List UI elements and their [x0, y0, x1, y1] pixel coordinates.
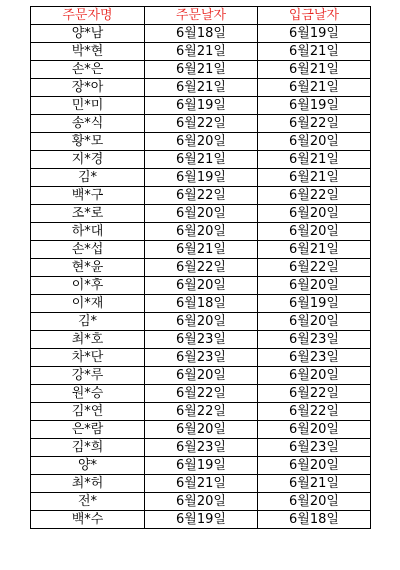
table-row — [31, 439, 371, 457]
table-row — [31, 475, 371, 493]
payment-date-cell: 6월20일 — [258, 133, 371, 151]
order-date-cell: 6월19일 — [145, 97, 258, 115]
payment-date-cell: 6월20일 — [258, 457, 371, 475]
order-date-cell: 6월23일 — [145, 331, 258, 349]
order-date-cell: 6월21일 — [145, 241, 258, 259]
header-order-date: 주문날자 — [145, 7, 258, 25]
orderer-name-cell: 김* — [31, 169, 145, 187]
table-row — [31, 367, 371, 385]
payment-date-cell: 6월20일 — [258, 421, 371, 439]
order-sheet — [30, 6, 370, 529]
payment-date-cell: 6월18일 — [258, 511, 371, 529]
payment-date-cell: 6월21일 — [258, 475, 371, 493]
table-row — [31, 223, 371, 241]
payment-date-cell: 6월21일 — [258, 169, 371, 187]
table-row — [31, 97, 371, 115]
table-row — [31, 151, 371, 169]
table-row — [31, 205, 371, 223]
orderer-name-cell: 최*허 — [31, 475, 145, 493]
orderer-name-cell: 은*람 — [31, 421, 145, 439]
payment-date-cell: 6월21일 — [258, 43, 371, 61]
order-date-cell: 6월21일 — [145, 79, 258, 97]
table-row — [31, 277, 371, 295]
orderer-name-cell: 원*승 — [31, 385, 145, 403]
table-row — [31, 313, 371, 331]
orderer-name-cell: 백*수 — [31, 511, 145, 529]
table-row — [31, 511, 371, 529]
payment-date-cell: 6월23일 — [258, 349, 371, 367]
order-date-cell: 6월20일 — [145, 133, 258, 151]
table-row — [31, 349, 371, 367]
orderer-name-cell: 백*구 — [31, 187, 145, 205]
orderer-name-cell: 강*루 — [31, 367, 145, 385]
orderer-name-cell: 전* — [31, 493, 145, 511]
table-row — [31, 403, 371, 421]
order-date-cell: 6월18일 — [145, 25, 258, 43]
table-row — [31, 61, 371, 79]
header-orderer-name: 주문자명 — [31, 7, 145, 25]
payment-date-cell: 6월22일 — [258, 187, 371, 205]
payment-date-cell: 6월23일 — [258, 331, 371, 349]
order-date-cell: 6월20일 — [145, 223, 258, 241]
header-payment-date: 입금날자 — [258, 7, 371, 25]
orderer-name-cell: 이*후 — [31, 277, 145, 295]
orderer-name-cell: 손*은 — [31, 61, 145, 79]
table-row — [31, 115, 371, 133]
order-date-cell: 6월20일 — [145, 205, 258, 223]
table-row — [31, 25, 371, 43]
table-row — [31, 241, 371, 259]
orderer-name-cell: 최*호 — [31, 331, 145, 349]
payment-date-cell: 6월20일 — [258, 493, 371, 511]
payment-date-cell: 6월21일 — [258, 79, 371, 97]
orderer-name-cell: 조*로 — [31, 205, 145, 223]
orderer-name-cell: 하*대 — [31, 223, 145, 241]
table-row — [31, 187, 371, 205]
orderer-name-cell: 황*모 — [31, 133, 145, 151]
orderer-name-cell: 양*남 — [31, 25, 145, 43]
order-date-cell: 6월23일 — [145, 349, 258, 367]
payment-date-cell: 6월19일 — [258, 97, 371, 115]
orderer-name-cell: 박*현 — [31, 43, 145, 61]
payment-date-cell: 6월22일 — [258, 115, 371, 133]
payment-date-cell: 6월22일 — [258, 403, 371, 421]
orderer-name-cell: 지*경 — [31, 151, 145, 169]
order-payment-table — [30, 6, 371, 529]
order-date-cell: 6월21일 — [145, 475, 258, 493]
order-date-cell: 6월22일 — [145, 187, 258, 205]
table-row — [31, 385, 371, 403]
order-date-cell: 6월21일 — [145, 43, 258, 61]
order-date-cell: 6월22일 — [145, 385, 258, 403]
orderer-name-cell: 장*아 — [31, 79, 145, 97]
order-date-cell: 6월22일 — [145, 403, 258, 421]
payment-date-cell: 6월20일 — [258, 205, 371, 223]
order-date-cell: 6월20일 — [145, 277, 258, 295]
order-date-cell: 6월18일 — [145, 295, 258, 313]
payment-date-cell: 6월21일 — [258, 151, 371, 169]
order-date-cell: 6월20일 — [145, 313, 258, 331]
table-row — [31, 43, 371, 61]
table-row — [31, 259, 371, 277]
table-row — [31, 79, 371, 97]
table-row — [31, 421, 371, 439]
order-date-cell: 6월21일 — [145, 61, 258, 79]
orderer-name-cell: 양* — [31, 457, 145, 475]
orderer-name-cell: 김* — [31, 313, 145, 331]
payment-date-cell: 6월22일 — [258, 385, 371, 403]
table-row — [31, 457, 371, 475]
orderer-name-cell: 김*연 — [31, 403, 145, 421]
payment-date-cell: 6월21일 — [258, 61, 371, 79]
order-date-cell: 6월19일 — [145, 169, 258, 187]
table-row — [31, 295, 371, 313]
order-date-cell: 6월19일 — [145, 457, 258, 475]
orderer-name-cell: 차*단 — [31, 349, 145, 367]
payment-date-cell: 6월20일 — [258, 313, 371, 331]
orderer-name-cell: 현*윤 — [31, 259, 145, 277]
payment-date-cell: 6월21일 — [258, 241, 371, 259]
header-row — [31, 7, 371, 25]
payment-date-cell: 6월20일 — [258, 223, 371, 241]
orderer-name-cell: 김*희 — [31, 439, 145, 457]
order-date-cell: 6월20일 — [145, 421, 258, 439]
table-body — [31, 25, 371, 529]
order-date-cell: 6월20일 — [145, 493, 258, 511]
payment-date-cell: 6월19일 — [258, 295, 371, 313]
orderer-name-cell: 이*재 — [31, 295, 145, 313]
payment-date-cell: 6월19일 — [258, 25, 371, 43]
order-date-cell: 6월20일 — [145, 367, 258, 385]
table-row — [31, 331, 371, 349]
orderer-name-cell: 민*미 — [31, 97, 145, 115]
payment-date-cell: 6월22일 — [258, 259, 371, 277]
orderer-name-cell: 손*섭 — [31, 241, 145, 259]
order-date-cell: 6월19일 — [145, 511, 258, 529]
order-date-cell: 6월22일 — [145, 259, 258, 277]
payment-date-cell: 6월23일 — [258, 439, 371, 457]
table-row — [31, 493, 371, 511]
table-row — [31, 169, 371, 187]
orderer-name-cell: 송*식 — [31, 115, 145, 133]
order-date-cell: 6월22일 — [145, 115, 258, 133]
order-date-cell: 6월21일 — [145, 151, 258, 169]
payment-date-cell: 6월20일 — [258, 367, 371, 385]
table-row — [31, 133, 371, 151]
order-date-cell: 6월23일 — [145, 439, 258, 457]
payment-date-cell: 6월20일 — [258, 277, 371, 295]
